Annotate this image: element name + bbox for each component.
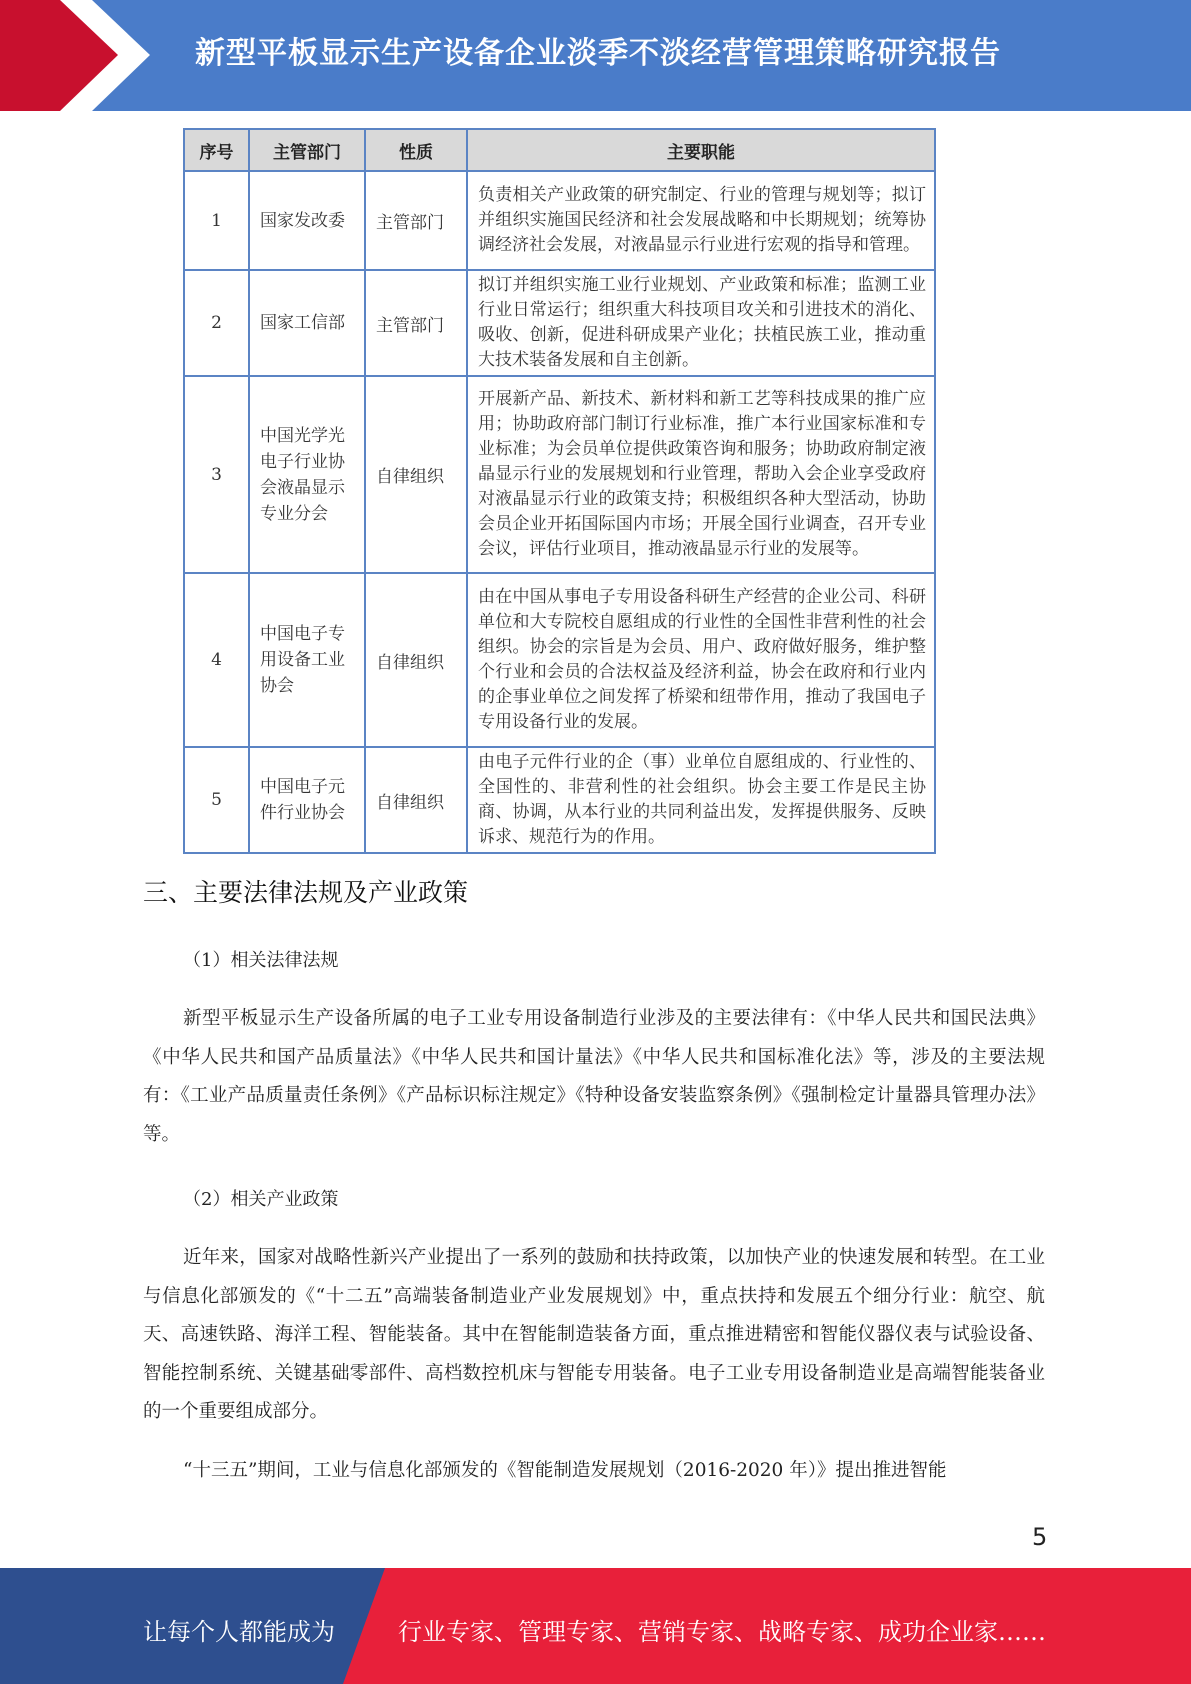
row-duty: 由在中国从事电子专用设备科研生产经营的企业公司、科研单位和大专院校自愿组成的行业性的全国性非营利性的社会组织。协会的宗旨是为会员、用户、政府做好服务，维护整个行业和会员的合法权益及经济利益，协会在政府和行业内的企事业单位之间发挥了桥梁和纽带作用，推动了我国电子专用设备行业的发展。 — [467, 573, 935, 747]
row-dept: 中国电子专用设备工业协会 — [249, 573, 365, 747]
header-cell-duty: 主要职能 — [467, 129, 935, 171]
row-type: 自律组织 — [365, 376, 467, 573]
regulator-table — [183, 128, 936, 854]
subheading-policy: （2）相关产业政策 — [183, 1189, 339, 1210]
table-row — [184, 573, 935, 747]
footer-slogan-left: 让每个人都能成为 — [143, 1618, 335, 1646]
regulator-table-wrap — [183, 128, 936, 854]
row-dept: 中国光学光电子行业协会液晶显示专业分会 — [249, 376, 365, 573]
row-duty: 负责相关产业政策的研究制定、行业的管理与规划等；拟订并组织实施国民经济和社会发展战略和中长期规划；统筹协调经济社会发展，对液晶显示行业进行宏观的指导和管理。 — [467, 171, 935, 270]
row-number: 4 — [184, 573, 249, 747]
row-dept: 国家发改委 — [249, 171, 365, 270]
header-chevron-icon — [0, 0, 160, 111]
header-cell-type: 性质 — [365, 129, 467, 171]
table-row — [184, 376, 935, 573]
row-type: 自律组织 — [365, 573, 467, 747]
paragraph-laws: 新型平板显示生产设备所属的电子工业专用设备制造行业涉及的主要法律有：《中华人民共和国民法典》《中华人民共和国产品质量法》《中华人民共和国计量法》《中华人民共和国标准化法》等，涉及的主要法规有：《工业产品质量责任条例》《产品标识标注规定》《特种设备安装监察条例》《强制检定计量器具管理办法》等。 — [143, 1008, 1045, 1145]
header-cell-dept: 主管部门 — [249, 129, 365, 171]
report-title: 新型平板显示生产设备企业淡季不淡经营管理策略研究报告 — [195, 36, 1001, 71]
row-number: 2 — [184, 270, 249, 376]
row-number: 3 — [184, 376, 249, 573]
row-type: 主管部门 — [365, 171, 467, 270]
row-duty: 拟订并组织实施工业行业规划、产业政策和标准；监测工业行业日常运行；组织重大科技项目攻关和引进技术的消化、吸收、创新，促进科研成果产业化；扶植民族工业，推动重大技术装备发展和自主创新。 — [467, 270, 935, 376]
page-footer — [0, 1568, 1191, 1684]
header-cell-no: 序号 — [184, 129, 249, 171]
page-header — [0, 0, 1191, 111]
subheading-laws: （1）相关法律法规 — [183, 950, 339, 971]
row-type: 主管部门 — [365, 270, 467, 376]
table-row — [184, 171, 935, 270]
table-row — [184, 747, 935, 853]
row-number: 5 — [184, 747, 249, 853]
table-header-row — [184, 129, 935, 171]
row-dept: 国家工信部 — [249, 270, 365, 376]
page-number: 5 — [1032, 1523, 1048, 1551]
row-number: 1 — [184, 171, 249, 270]
row-duty: 开展新产品、新技术、新材料和新工艺等科技成果的推广应用；协助政府部门制订行业标准，推广本行业国家标准和专业标准；为会员单位提供政策咨询和服务；协助政府制定液晶显示行业的发展规划和行业管理，帮助入会企业享受政府对液晶显示行业的政策支持；积极组织各种大型活动，协助会员企业开拓国际国内市场；开展全国行业调查，召开专业会议，评估行业项目，推动液晶显示行业的发展等。 — [467, 376, 935, 573]
row-duty: 由电子元件行业的企（事）业单位自愿组成的、行业性的、全国性的、非营利性的社会组织。协会主要工作是民主协商、协调，从本行业的共同利益出发，发挥提供服务、反映诉求、规范行为的作用。 — [467, 747, 935, 853]
section-title: 三、主要法律法规及产业政策 — [143, 878, 469, 907]
table-row — [184, 270, 935, 376]
row-dept: 中国电子元件行业协会 — [249, 747, 365, 853]
paragraph-13th-plan: “十三五”期间，工业与信息化部颁发的《智能制造发展规划（2016-2020 年）》提出推进智能 — [183, 1460, 947, 1481]
footer-slogan-right: 行业专家、管理专家、营销专家、战略专家、成功企业家…… — [398, 1618, 1046, 1646]
row-type: 自律组织 — [365, 747, 467, 853]
paragraph-policy: 近年来，国家对战略性新兴产业提出了一系列的鼓励和扶持政策，以加快产业的快速发展和转型。在工业与信息化部颁发的《“十二五”高端装备制造业产业发展规划》中，重点扶持和发展五个细分行业：航空、航天、高速铁路、海洋工程、智能装备。其中在智能制造装备方面，重点推进精密和智能仪器仪表与试验设备、智能控制系统、关键基础零部件、高档数控机床与智能专用装备。电子工业专用设备制造业是高端智能装备业的一个重要组成部分。 — [143, 1247, 1045, 1423]
